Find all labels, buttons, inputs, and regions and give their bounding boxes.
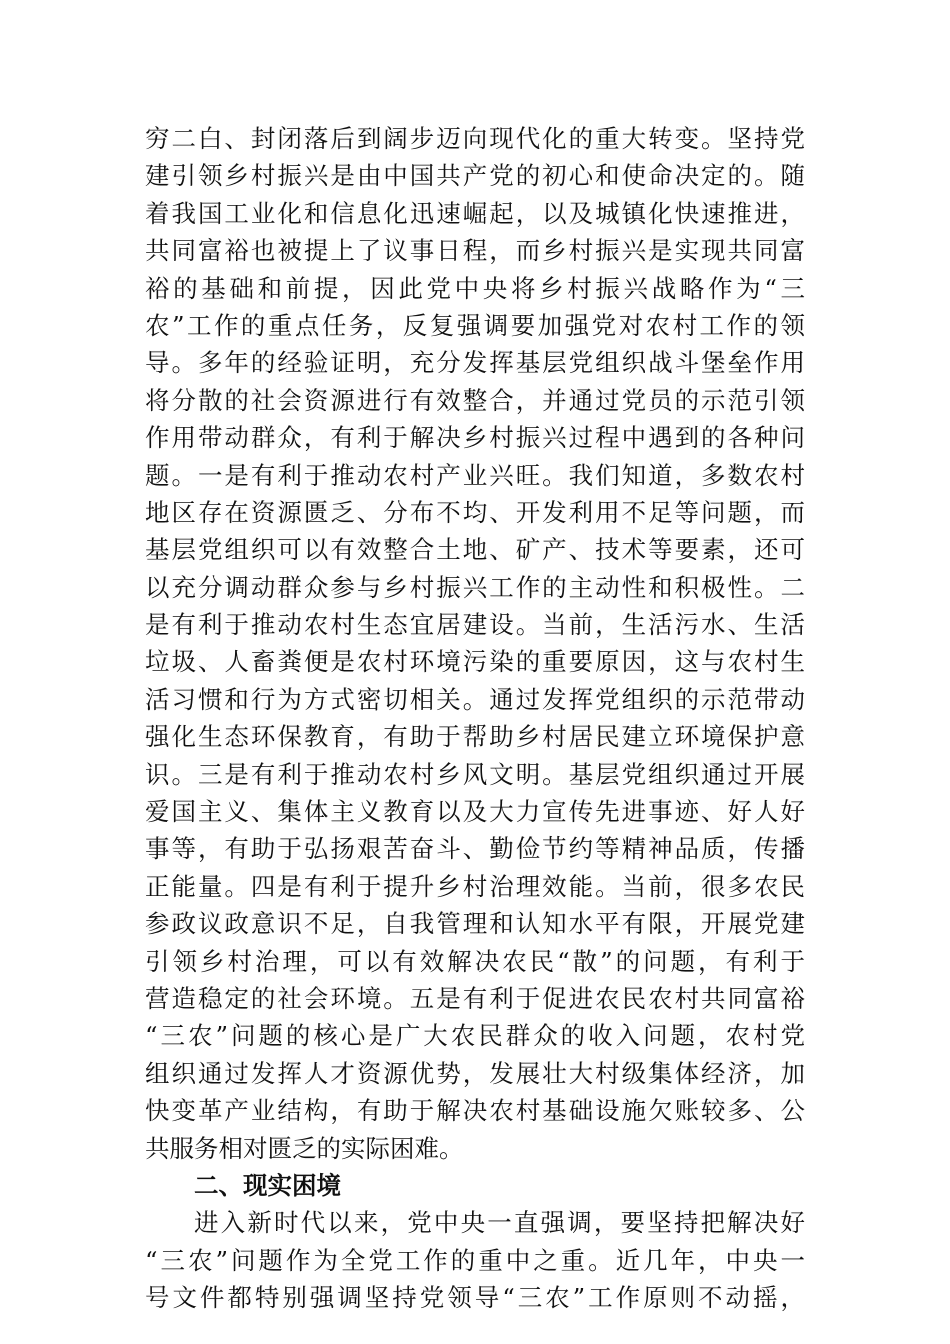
text-line: 题。一是有利于推动农村产业兴旺。我们知道，多数农村 xyxy=(145,460,805,490)
text-line: 号文件都特别强调坚持党领导“三农”工作原则不动摇， xyxy=(145,1283,805,1313)
text-line: “三农”问题作为全党工作的重中之重。近几年，中央一 xyxy=(145,1245,805,1275)
text-line: 以充分调动群众参与乡村振兴工作的主动性和积极性。二 xyxy=(145,572,805,602)
paragraph-2 xyxy=(145,1204,805,1316)
text-line: 共服务相对匮乏的实际困难。 xyxy=(145,1133,464,1163)
text-line: 活习惯和行为方式密切相关。通过发挥党组织的示范带动 xyxy=(145,684,805,714)
text-line: 进入新时代以来，党中央一直强调，要坚持把解决好 xyxy=(194,1208,805,1238)
document-body xyxy=(145,120,805,1317)
text-line: 识。三是有利于推动农村乡风文明。基层党组织通过开展 xyxy=(145,759,805,789)
paragraph-1 xyxy=(145,120,805,1167)
text-line: 导。多年的经验证明，充分发挥基层党组织战斗堡垒作用 xyxy=(145,348,805,378)
text-line: 将分散的社会资源进行有效整合，并通过党员的示范引领 xyxy=(145,385,805,415)
text-line: 农”工作的重点任务，反复强调要加强党对农村工作的领 xyxy=(145,310,805,340)
text-line: 穷二白、封闭落后到阔步迈向现代化的重大转变。坚持党 xyxy=(145,124,805,153)
text-line: 爱国主义、集体主义教育以及大力宣传先进事迹、好人好 xyxy=(145,797,805,827)
text-line: 裕的基础和前提，因此党中央将乡村振兴战略作为“三 xyxy=(145,273,805,303)
text-line: 共同富裕也被提上了议事日程，而乡村振兴是实现共同富 xyxy=(145,236,805,266)
text-line: 着我国工业化和信息化迅速崛起，以及城镇化快速推进， xyxy=(145,198,805,228)
text-line: 事等，有助于弘扬艰苦奋斗、勤俭节约等精神品质，传播 xyxy=(145,834,805,864)
text-line: 基层党组织可以有效整合土地、矿产、技术等要素，还可 xyxy=(145,535,805,565)
text-line: 地区存在资源匮乏、分布不均、开发利用不足等问题，而 xyxy=(145,497,805,527)
text-line: 参政议政意识不足，自我管理和认知水平有限，开展党建 xyxy=(145,909,805,939)
text-line: “三农”问题的核心是广大农民群众的收入问题，农村党 xyxy=(145,1021,805,1051)
text-line: 引领乡村治理，可以有效解决农民“散”的问题，有利于 xyxy=(145,946,805,976)
text-line: 组织通过发挥人才资源优势，发展壮大村级集体经济，加 xyxy=(145,1058,805,1088)
text-line: 垃圾、人畜粪便是农村环境污染的重要原因，这与农村生 xyxy=(145,647,805,677)
text-line: 营造稳定的社会环境。五是有利于促进农民农村共同富裕 xyxy=(145,983,805,1013)
text-line: 正能量。四是有利于提升乡村治理效能。当前，很多农民 xyxy=(145,871,805,901)
text-line: 建引领乡村振兴是由中国共产党的初心和使命决定的。随 xyxy=(145,161,805,191)
text-line: 作用带动群众，有利于解决乡村振兴过程中遇到的各种问 xyxy=(145,423,805,453)
text-line: 快变革产业结构，有助于解决农村基础设施欠账较多、公 xyxy=(145,1096,805,1126)
section-heading: 二、现实困境 xyxy=(194,1170,341,1200)
text-line: 是有利于推动农村生态宜居建设。当前，生活污水、生活 xyxy=(145,610,805,640)
text-line: 强化生态环保教育，有助于帮助乡村居民建立环境保护意 xyxy=(145,722,805,752)
